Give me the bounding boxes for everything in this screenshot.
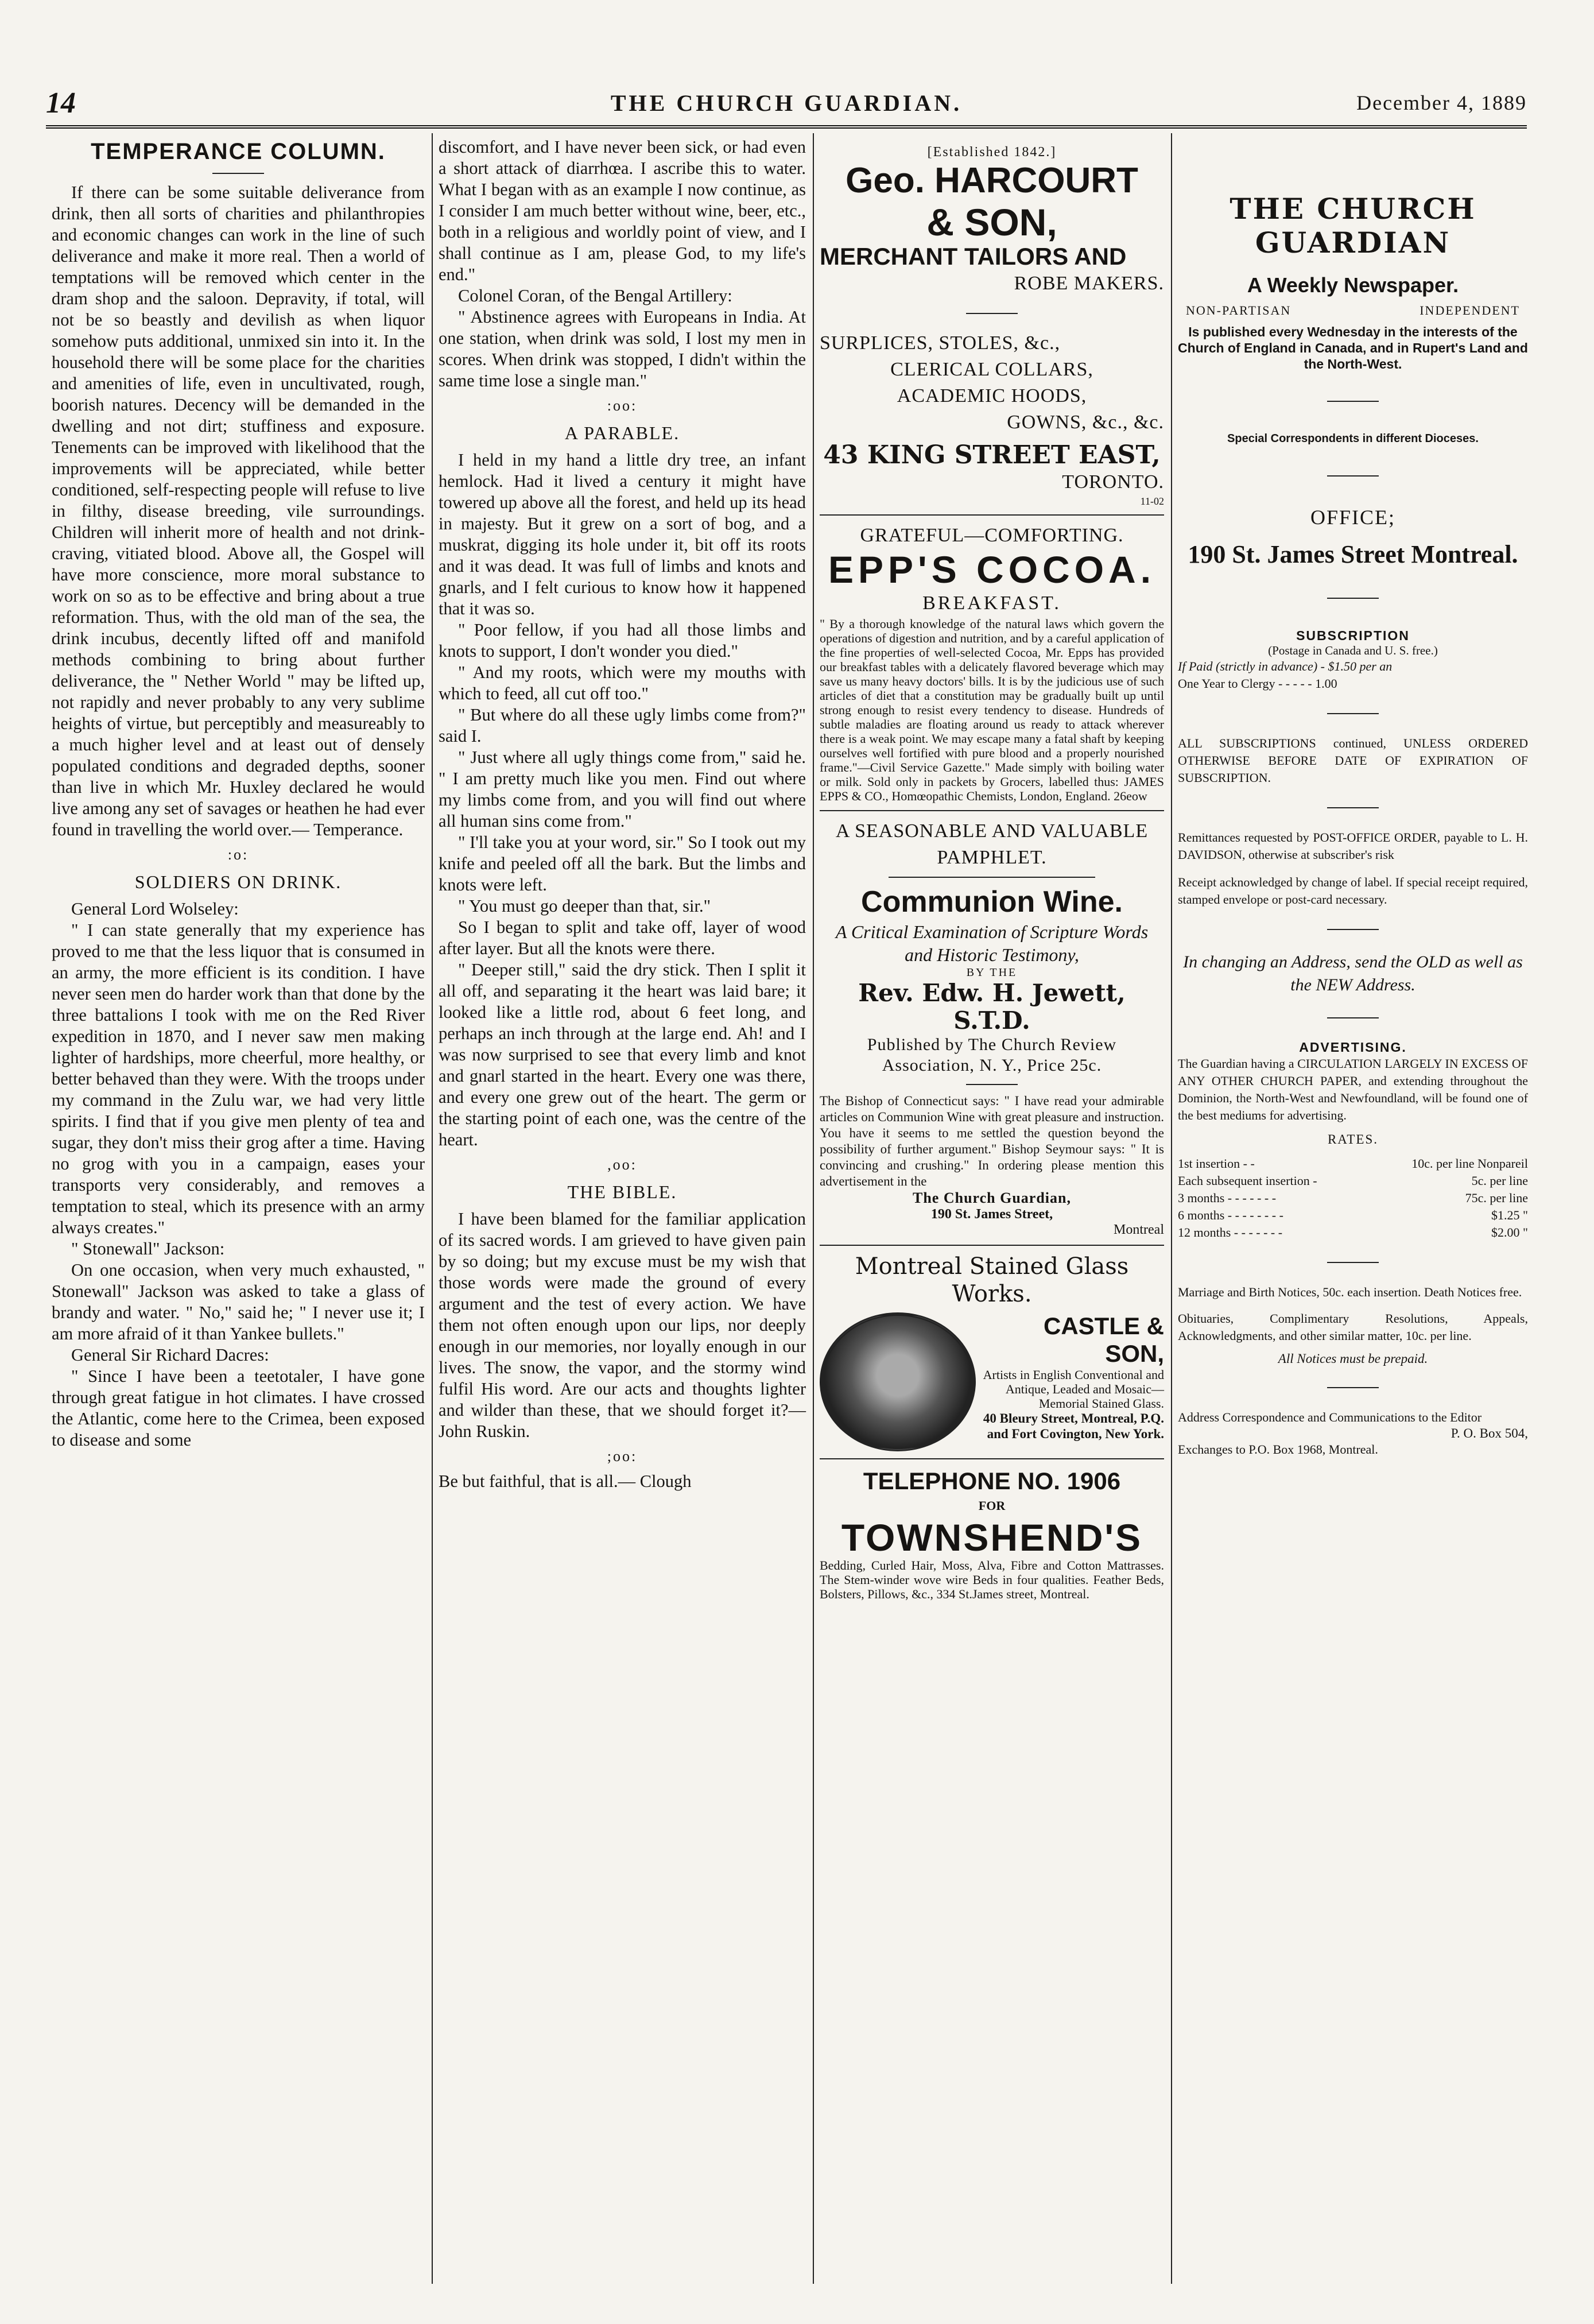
- ad-item: SURPLICES, STOLES, &c.,: [820, 332, 1061, 354]
- article-paragraph: I held in my hand a little dry tree, an infant hemlock. Had it lived a century it might have towered up above all the forest, and held up its head in majesty. But it grew on a sort of bog, and a muskrat, digging its hole under it, bit off its roots and it was dead. It was full of limbs and knots and gnarls, and I felt curious to know how it happened that it was so.: [439, 450, 806, 618]
- harcourt-address: 43 KING STREET EAST,: [823, 440, 1161, 470]
- article-paragraph: " Poor fellow, if you had all those limbs and knots to support, I don't wonder you died.": [439, 620, 806, 661]
- subscription-heading: SUBSCRIPTION: [1296, 628, 1410, 643]
- portrait-medallion: [820, 1312, 976, 1451]
- short-rule: [966, 1084, 1018, 1085]
- postage-note: (Postage in Canada and U. S. free.): [1268, 644, 1438, 657]
- receipt-note: Receipt acknowledged by change of label. If special receipt required, stamped envelope or post-card necessary.: [1178, 875, 1528, 907]
- rate-row: 3 months - - - - - - - 75c. per line: [1178, 1191, 1528, 1205]
- epps-title: EPP'S COCOA.: [828, 548, 1156, 591]
- clergy-rate: One Year to Clergy - - - - - 1.00: [1178, 676, 1337, 691]
- column-4-masthead: [1172, 133, 1534, 2284]
- stained-glass-ad: [820, 1253, 1164, 1451]
- firm-name-2: & SON,: [926, 201, 1057, 243]
- short-rule: [1327, 1262, 1379, 1263]
- continued-note: ALL SUBSCRIPTIONS continued, UNLESS ORDERED OTHERWISE BEFORE DATE OF EXPIRATION OF SUBSCRIPTION.: [1178, 736, 1528, 785]
- robe-makers: ROBE MAKERS.: [1014, 273, 1164, 294]
- header-rule: [46, 125, 1527, 129]
- pamphlet-line: A SEASONABLE AND VALUABLE PAMPHLET.: [835, 820, 1149, 868]
- masthead-title: THE CHURCH GUARDIAN: [1230, 192, 1476, 259]
- weekly-line: A Weekly Newspaper.: [1247, 273, 1459, 297]
- communion-wine-ad: [820, 818, 1164, 1238]
- short-rule: [1327, 1387, 1379, 1388]
- column-3-advertisements: [814, 133, 1170, 2284]
- article-paragraph: " And my roots, which were my mouths with which to feed, all cut off too.": [439, 663, 806, 703]
- short-rule: [1327, 713, 1379, 714]
- article-paragraph: discomfort, and I have never been sick, or had even a short attack of diarrhœa. I ascribe this to water. What I began with as an example I now continue, as I consider I am much better without wine, beer, etc., both in a religious and worldly point of view, and I shall continue as I am, please God, to my life's end.": [439, 137, 806, 284]
- article-paragraph: " Abstinence agrees with Europeans in India. At one station, when drink was sold, I lost my men in scores. When drink was stopped, I didn't within the same time lose a single man.": [439, 307, 806, 390]
- advertising-text: The Guardian having a CIRCULATION LARGELY IN EXCESS OF ANY OTHER CHURCH PAPER, and extending throughout the Dominion, the North-West and Newfoundland, will be found one of the best mediums for advertising.: [1178, 1056, 1528, 1122]
- article-paragraph: " I'll take you at your word, sir." So I took out my knife and peeled off all the bark. But the limbs and knots were left.: [439, 832, 806, 894]
- epps-text: " By a thorough knowledge of the natural laws which govern the operations of digestion and nutrition, and by a careful application of the fine properties of well-selected Cocoa, Mr. Epps has provided our breakfast tables with a delicately flavored beverage which may save us many heavy doctors' bills. It is by the judicious use of such articles of diet that a constitution may be gradually built up until strong enough to resist every tendency to disease. Hundreds of subtle maladies are floating around us ready to attack wherever there is a weak point. We may escape many a fatal shaft by keeping ourselves well fortified with pure blood and a properly nourished frame."—Civil Service Gazette." Made simply with boiling water or milk. Sold only in packets by Grocers, labelled thus: JAMES EPPS & CO., Homœopathic Chemists, London, England. 26eow: [820, 617, 1164, 803]
- rate-row: 12 months - - - - - - - $2.00 ": [1178, 1225, 1528, 1240]
- paid-rate: If Paid (strictly in advance) - $1.50 per an: [1178, 659, 1393, 673]
- separator: ,oo:: [607, 1156, 637, 1173]
- stained-glass-title: Montreal Stained Glass Works.: [855, 1253, 1129, 1307]
- guardian-name: The Church Guardian,: [913, 1190, 1071, 1206]
- short-rule: [212, 173, 264, 174]
- tailors-line: MERCHANT TAILORS AND: [820, 243, 1127, 270]
- article-paragraph: If there can be some suitable deliverance from drink, then all sorts of charities and philanthropies and economic changes can work in the line of such deliverance and make it more real. Then a world of temptations will be removed which center in the dram shop and the saloon. Depravity, if total, will not be so beastly and devilish as when liquor somehow puts additional, unmixed sin into it. In the household there will be some place for the charities and amenities of life, even in uncultivated, rough, boorish natures. Decency will be demanded in the dwelling and not dirt; stuffiness and exposure. Tenements can be improved with likelihood that the improvements will be appreciated, while better conditioned, self-respecting people will refuse to live in filthy, disease breeding, vile surroundings. Children will inherit more of health and not drink-craving, vitiated blood. Above all, the Gospel will have more conscience, more moral substance to work on so as to be effective and bring about a true reformation. Thus, with the old man of the sea, the drink incubus, decently lifted off and manifold methods combining to bring about further deliverance, the " Nether World " may be lifted up, not rapidly and never probably to any very sublime heights of virtue, but perceptibly and measureably to a much higher level and at least out of densely populated conditions and degraded depths, sooner than live in which Mr. Huxley declared he would live among any set of savages or heathen he had ever found in travelling the world over.— Temperance.: [52, 183, 425, 839]
- article-paragraph: On one occasion, when very much exhausted, " Stonewall" Jackson was asked to take a glass of brandy and water. " No," said he; " I never use it; I am more afraid of it than Yankee bullets.": [52, 1260, 425, 1343]
- address-note: Address Correspondence and Communications to the Editor: [1178, 1410, 1482, 1424]
- independent-label: INDEPENDENT: [1420, 303, 1520, 317]
- article-paragraph: I have been blamed for the familiar application of its sacred words. I am grieved to have given pain by so doing; but my excuse must be my wish that those words were made the ground of every argument and the test of every action. We have them not often enough upon our lips, nor deeply enough in our memories, nor loyally enough in our lives. The snow, the vapor, and the stormy wind fulfil His word. Are our acts and thoughts lighter and wilder than these, that we should forget it?—John Ruskin.: [439, 1209, 806, 1441]
- nonpartisan-label: NON-PARTISAN: [1186, 303, 1292, 317]
- by-line: BY THE: [966, 966, 1018, 979]
- issue-date: December 4, 1889: [1356, 91, 1527, 114]
- column-1: [46, 133, 431, 2284]
- ad-item: GOWNS, &c., &c.: [1007, 412, 1164, 433]
- article-paragraph: Be but faithful, that is all.— Clough: [439, 1471, 692, 1491]
- ad-item: CLERICAL COLLARS,: [890, 359, 1093, 380]
- po-box: P. O. Box 504,: [1450, 1426, 1528, 1440]
- for-line: FOR: [978, 1498, 1006, 1513]
- critical-examination: A Critical Examination of Scripture Words and Historic Testimony,: [835, 921, 1149, 965]
- short-rule: [1327, 401, 1379, 402]
- telephone-line: TELEPHONE NO. 1906: [863, 1467, 1121, 1494]
- advertising-heading: ADVERTISING.: [1299, 1040, 1407, 1055]
- article-paragraph: " Since I have been a teetotaler, I have gone through great fatigue in hot climates. I have crossed the Atlantic, come here to the Crimea, been exposed to disease and some: [52, 1366, 425, 1450]
- grateful-line: GRATEFUL—COMFORTING.: [860, 525, 1124, 546]
- remittances-note: Remittances requested by POST-OFFICE ORDER, payable to L. H. DAVIDSON, otherwise at subscriber's risk: [1178, 830, 1528, 862]
- temperance-heading: TEMPERANCE COLUMN.: [91, 139, 386, 164]
- ad-divider: [820, 810, 1164, 811]
- article-paragraph: General Lord Wolseley:: [71, 899, 239, 919]
- article-paragraph: So I began to split and take off, layer of wood after layer. But all the knots were there.: [439, 917, 806, 958]
- rates-heading: RATES.: [1327, 1132, 1379, 1146]
- page-number: 14: [46, 87, 76, 119]
- epps-ad: [820, 522, 1164, 803]
- rate-row: 6 months - - - - - - - - $1.25 ": [1178, 1208, 1528, 1222]
- bishop-text: The Bishop of Connecticut says: " I have read your admirable articles on Communion Wine with great pleasure and instruction. You have it seems to me settled the question beyond the possibility of further argument." Bishop Seymour says: " It is convincing and crushing." In ordering please mention this advertisement in the: [820, 1094, 1164, 1188]
- rate-row: Each subsequent insertion - 5c. per line: [1178, 1173, 1528, 1188]
- castle-address: 40 Bleury Street, Montreal, P.Q.: [983, 1411, 1164, 1426]
- short-rule: [1327, 929, 1379, 930]
- prepaid-note: All Notices must be prepaid.: [1278, 1351, 1428, 1366]
- rate-row: 1st insertion - - 10c. per line Nonpareil: [1178, 1156, 1528, 1171]
- ad-divider: [820, 514, 1164, 516]
- rates-table: [1178, 1155, 1528, 1241]
- article-paragraph: " But where do all these ugly limbs come from?" said I.: [439, 705, 806, 746]
- established-line: [Established 1842.]: [927, 145, 1057, 160]
- soldiers-heading: SOLDIERS ON DRINK.: [134, 872, 342, 892]
- guardian-street: 190 St. James Street,: [930, 1207, 1053, 1222]
- article-paragraph: " I can state generally that my experience has proved to me that the less liquor that is consumed in an army, the more efficient is its condition. I have never seen men do harder work than that done by the three battalions I took with me on the Red River expedition in 1870, and I never saw men making lighter of hardships, more cheerful, more healthy, or better behaved than they were. With the troops under my command in the Zulu war, we had very little spirits. I find that if you give men plenty of tea and sugar, they don't miss their grog after a time. Having no grog with you in a campaign, eases your transports very considerably, and removes a temptation to steal, which its presence with an army always creates.": [52, 920, 425, 1237]
- article-paragraph: " You must go deeper than that, sir.": [458, 896, 711, 916]
- castle-text: Artists in English Conventional and Antique, Leaded and Mosaic— Memorial Stained Glass.: [983, 1368, 1164, 1411]
- communion-title: Communion Wine.: [861, 885, 1123, 919]
- short-rule: [966, 313, 1018, 314]
- ad-divider: [820, 1245, 1164, 1246]
- published-text: Is published every Wednesday in the interests of the Church of England in Canada, and in Rupert's Land and the North-West.: [1178, 324, 1528, 371]
- castle-address-2: and Fort Covington, New York.: [987, 1427, 1164, 1441]
- castle-name: CASTLE & SON,: [1044, 1312, 1164, 1367]
- guardian-city: Montreal: [1114, 1222, 1164, 1237]
- firm-name: Geo. HARCOURT: [846, 161, 1138, 200]
- short-rule: [1327, 475, 1379, 477]
- parable-heading: A PARABLE.: [564, 423, 680, 443]
- townshend-ad: [820, 1467, 1164, 1601]
- harcourt-ad: [820, 145, 1164, 508]
- marriage-notice: Marriage and Birth Notices, 50c. each insertion. Death Notices free.: [1178, 1285, 1522, 1299]
- office-label: OFFICE;: [1310, 506, 1396, 529]
- short-rule: [1327, 598, 1379, 599]
- townshend-text: Bedding, Curled Hair, Moss, Alva, Fibre and Cotton Mattrasses. The Stem-winder wove wire Beds in four qualities. Feather Beds, Bolsters, Pillows, &c., 334 St.James street, Montreal.: [820, 1558, 1164, 1601]
- ad-item: ACADEMIC HOODS,: [897, 385, 1087, 406]
- separator: ;oo:: [607, 1448, 638, 1465]
- separator: :o:: [227, 846, 249, 863]
- article-paragraph: " Deeper still," said the dry stick. Then I split it all off, and separating it the heart was laid bare; it looked like a little rod, about 6 feet long, and perhaps an inch through at the large end. Ah! and I was now surprised to see that every limb and knot and gnarl started in the heart. Every one was there, and every one grew out of the heart. The germ or the starting point of each one, was the centre of the heart.: [439, 960, 806, 1149]
- ad-divider: [820, 1458, 1164, 1459]
- ad-code: 11-02: [1140, 495, 1164, 507]
- page-header: [46, 86, 1527, 121]
- exchanges-note: Exchanges to P.O. Box 1968, Montreal.: [1178, 1442, 1378, 1457]
- obituaries-notice: Obituaries, Complimentary Resolutions, Appeals, Acknowledgments, and other similar matter, 10c. per line.: [1178, 1311, 1528, 1343]
- article-paragraph: " Stonewall" Jackson:: [71, 1239, 225, 1258]
- short-rule: [1327, 1017, 1379, 1018]
- change-address-note: In changing an Address, send the OLD as well as the NEW Address.: [1183, 952, 1523, 994]
- short-rule: [1327, 807, 1379, 808]
- article-paragraph: General Sir Richard Dacres:: [71, 1345, 269, 1365]
- correspondents-text: Special Correspondents in different Dioceses.: [1227, 432, 1479, 445]
- separator: :oo:: [607, 397, 638, 414]
- newspaper-title: THE CHURCH GUARDIAN.: [610, 90, 963, 116]
- office-address: 190 St. James Street Montreal.: [1188, 540, 1518, 568]
- harcourt-city: TORONTO.: [1062, 471, 1164, 493]
- short-rule: [889, 877, 1095, 878]
- article-paragraph: Colonel Coran, of the Bengal Artillery:: [458, 286, 732, 305]
- article-paragraph: " Just where all ugly things come from," said he. " I am pretty much like you men. Find out where my limbs come from, and you will find out where all human sins come from.": [439, 747, 806, 831]
- townshend-title: TOWNSHEND'S: [841, 1516, 1143, 1559]
- breakfast-line: BREAKFAST.: [922, 592, 1061, 614]
- author-name: Rev. Edw. H. Jewett, S.T.D.: [858, 979, 1126, 1035]
- column-2: [433, 133, 812, 2284]
- published-by: Published by The Church Review Association, N. Y., Price 25c.: [867, 1035, 1117, 1075]
- bible-heading: THE BIBLE.: [567, 1182, 677, 1202]
